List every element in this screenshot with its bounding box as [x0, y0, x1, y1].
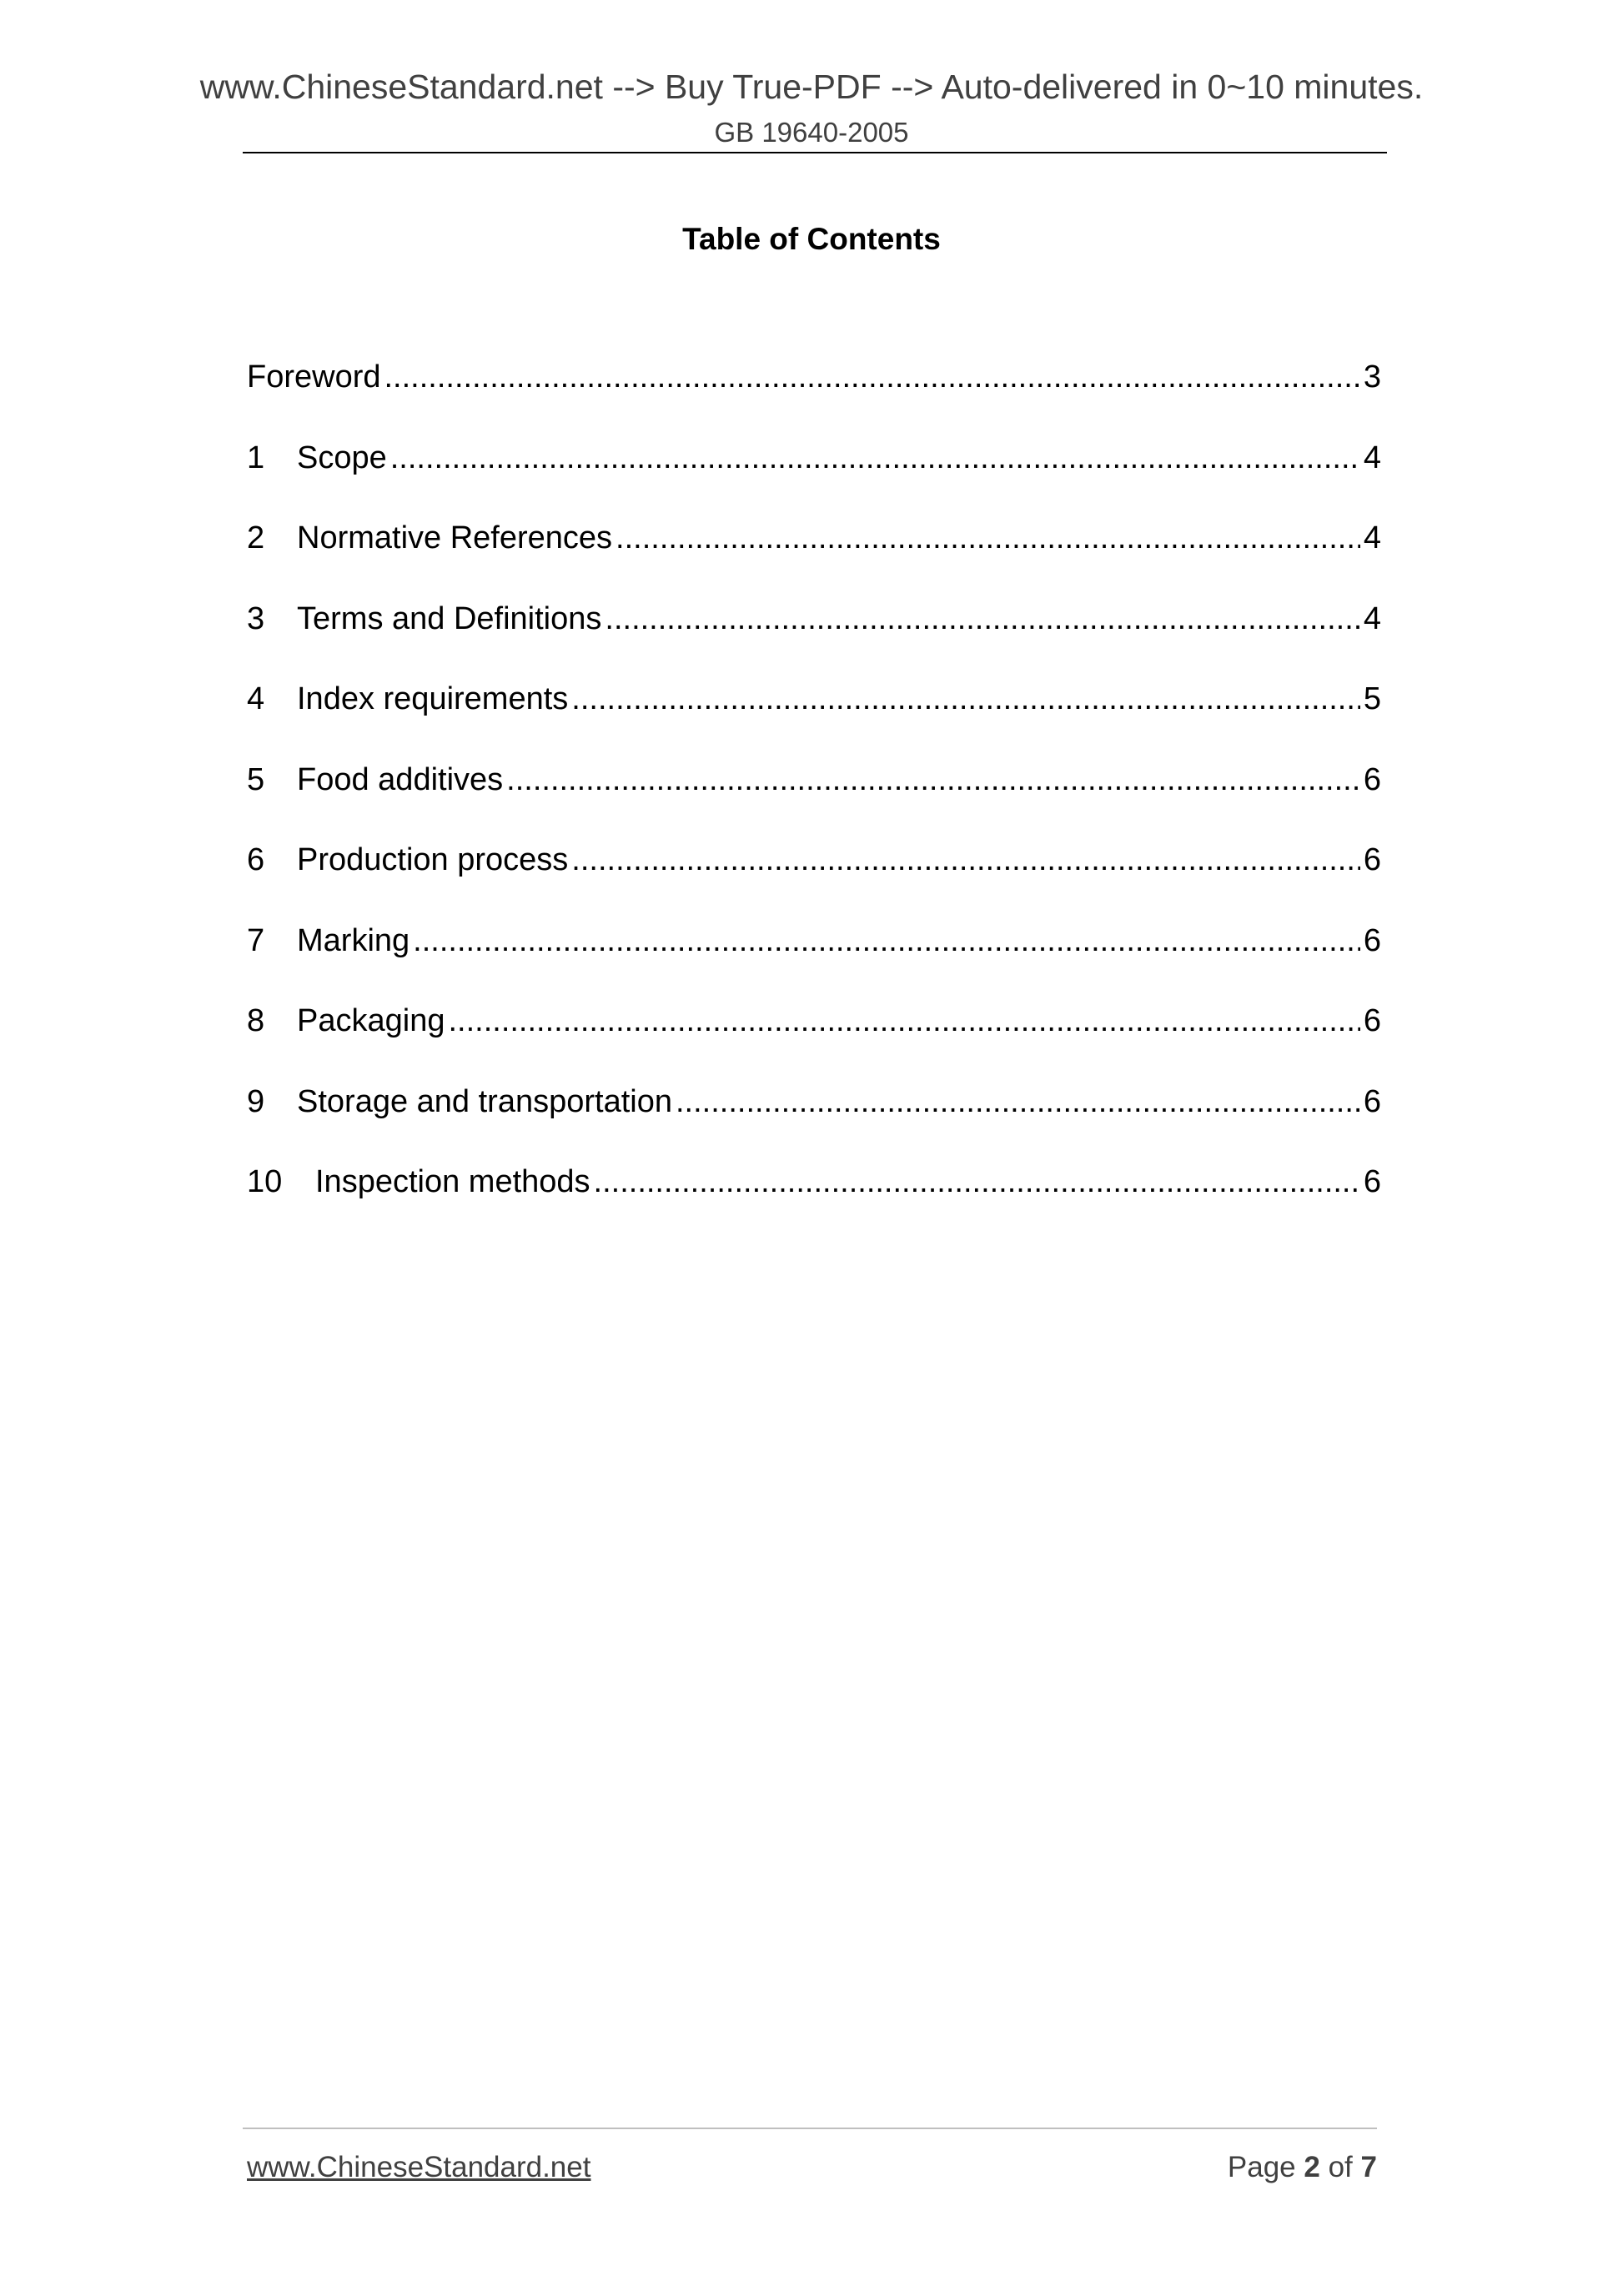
toc-entry-number: 10	[247, 1164, 283, 1199]
toc-entry-label: Foreword	[247, 359, 381, 394]
page-total: 7	[1360, 2151, 1377, 2183]
toc-entry-marking[interactable]	[247, 919, 1381, 1000]
toc-entry-number: 7	[247, 922, 265, 958]
table-of-contents	[247, 355, 1381, 1241]
toc-entry-label: Marking	[297, 922, 410, 958]
toc-entry-number: 2	[247, 520, 265, 555]
footer-divider	[243, 2128, 1377, 2129]
toc-dot-leader	[594, 1160, 1360, 1203]
toc-entry-label: Packaging	[297, 1003, 445, 1038]
toc-entry-number: 4	[247, 681, 265, 716]
header-divider	[243, 152, 1387, 153]
toc-entry-page: 5	[1363, 681, 1381, 716]
toc-title: Table of Contents	[682, 222, 941, 256]
toc-entry-label: Normative References	[297, 520, 613, 555]
toc-dot-leader	[616, 516, 1360, 560]
toc-entry-label: Terms and Definitions	[297, 600, 602, 636]
toc-entry-page: 3	[1363, 359, 1381, 394]
toc-entry-label: Scope	[297, 440, 387, 475]
toc-entry-page: 6	[1363, 1164, 1381, 1199]
toc-dot-leader	[571, 838, 1360, 882]
toc-dot-leader	[676, 1080, 1360, 1123]
page-current: 2	[1304, 2151, 1320, 2183]
toc-dot-leader	[605, 597, 1359, 641]
toc-entry-production-process[interactable]	[247, 838, 1381, 919]
toc-entry-page: 6	[1363, 761, 1381, 797]
toc-entry-scope[interactable]	[247, 436, 1381, 517]
toc-entry-number: 9	[247, 1083, 265, 1119]
toc-entry-number: 1	[247, 440, 265, 475]
toc-entry-page: 6	[1363, 842, 1381, 877]
toc-dot-leader	[571, 677, 1360, 721]
toc-entry-number: 6	[247, 842, 265, 877]
toc-dot-leader	[390, 436, 1360, 480]
page-indicator	[1228, 2148, 1377, 2188]
toc-entry-index-requirements[interactable]	[247, 677, 1381, 758]
toc-entry-inspection-methods[interactable]	[247, 1160, 1381, 1241]
toc-entry-page: 4	[1363, 600, 1381, 636]
toc-entry-label: Inspection methods	[315, 1164, 590, 1199]
page-of: of	[1328, 2151, 1353, 2183]
toc-dot-leader	[506, 758, 1360, 801]
toc-entry-packaging[interactable]	[247, 999, 1381, 1080]
toc-entry-number: 5	[247, 761, 265, 797]
toc-entry-page: 6	[1363, 922, 1381, 958]
toc-entry-number: 8	[247, 1003, 265, 1038]
toc-entry-normative-references[interactable]	[247, 516, 1381, 597]
toc-entry-foreword[interactable]	[247, 355, 1381, 436]
toc-entry-number: 3	[247, 600, 265, 636]
toc-entry-page: 6	[1363, 1083, 1381, 1119]
toc-entry-label: Storage and transportation	[297, 1083, 672, 1119]
toc-entry-page: 4	[1363, 440, 1381, 475]
toc-entry-label: Food additives	[297, 761, 504, 797]
toc-dot-leader	[384, 355, 1360, 399]
standard-code: GB 19640-2005	[714, 117, 909, 148]
toc-entry-label: Index requirements	[297, 681, 569, 716]
header-banner: www.ChineseStandard.net --> Buy True-PDF --> Auto-delivered in 0~10 minutes.	[199, 68, 1424, 106]
toc-entry-page: 6	[1363, 1003, 1381, 1038]
page-prefix: Page	[1227, 2151, 1296, 2183]
toc-entry-storage-and-transportation[interactable]	[247, 1080, 1381, 1161]
toc-dot-leader	[448, 999, 1359, 1042]
toc-entry-page: 4	[1363, 520, 1381, 555]
toc-entry-terms-and-definitions[interactable]	[247, 597, 1381, 678]
footer-website-link[interactable]: www.ChineseStandard.net	[247, 2151, 591, 2183]
toc-entry-food-additives[interactable]	[247, 758, 1381, 839]
toc-entry-label: Production process	[297, 842, 569, 877]
toc-dot-leader	[413, 919, 1360, 962]
